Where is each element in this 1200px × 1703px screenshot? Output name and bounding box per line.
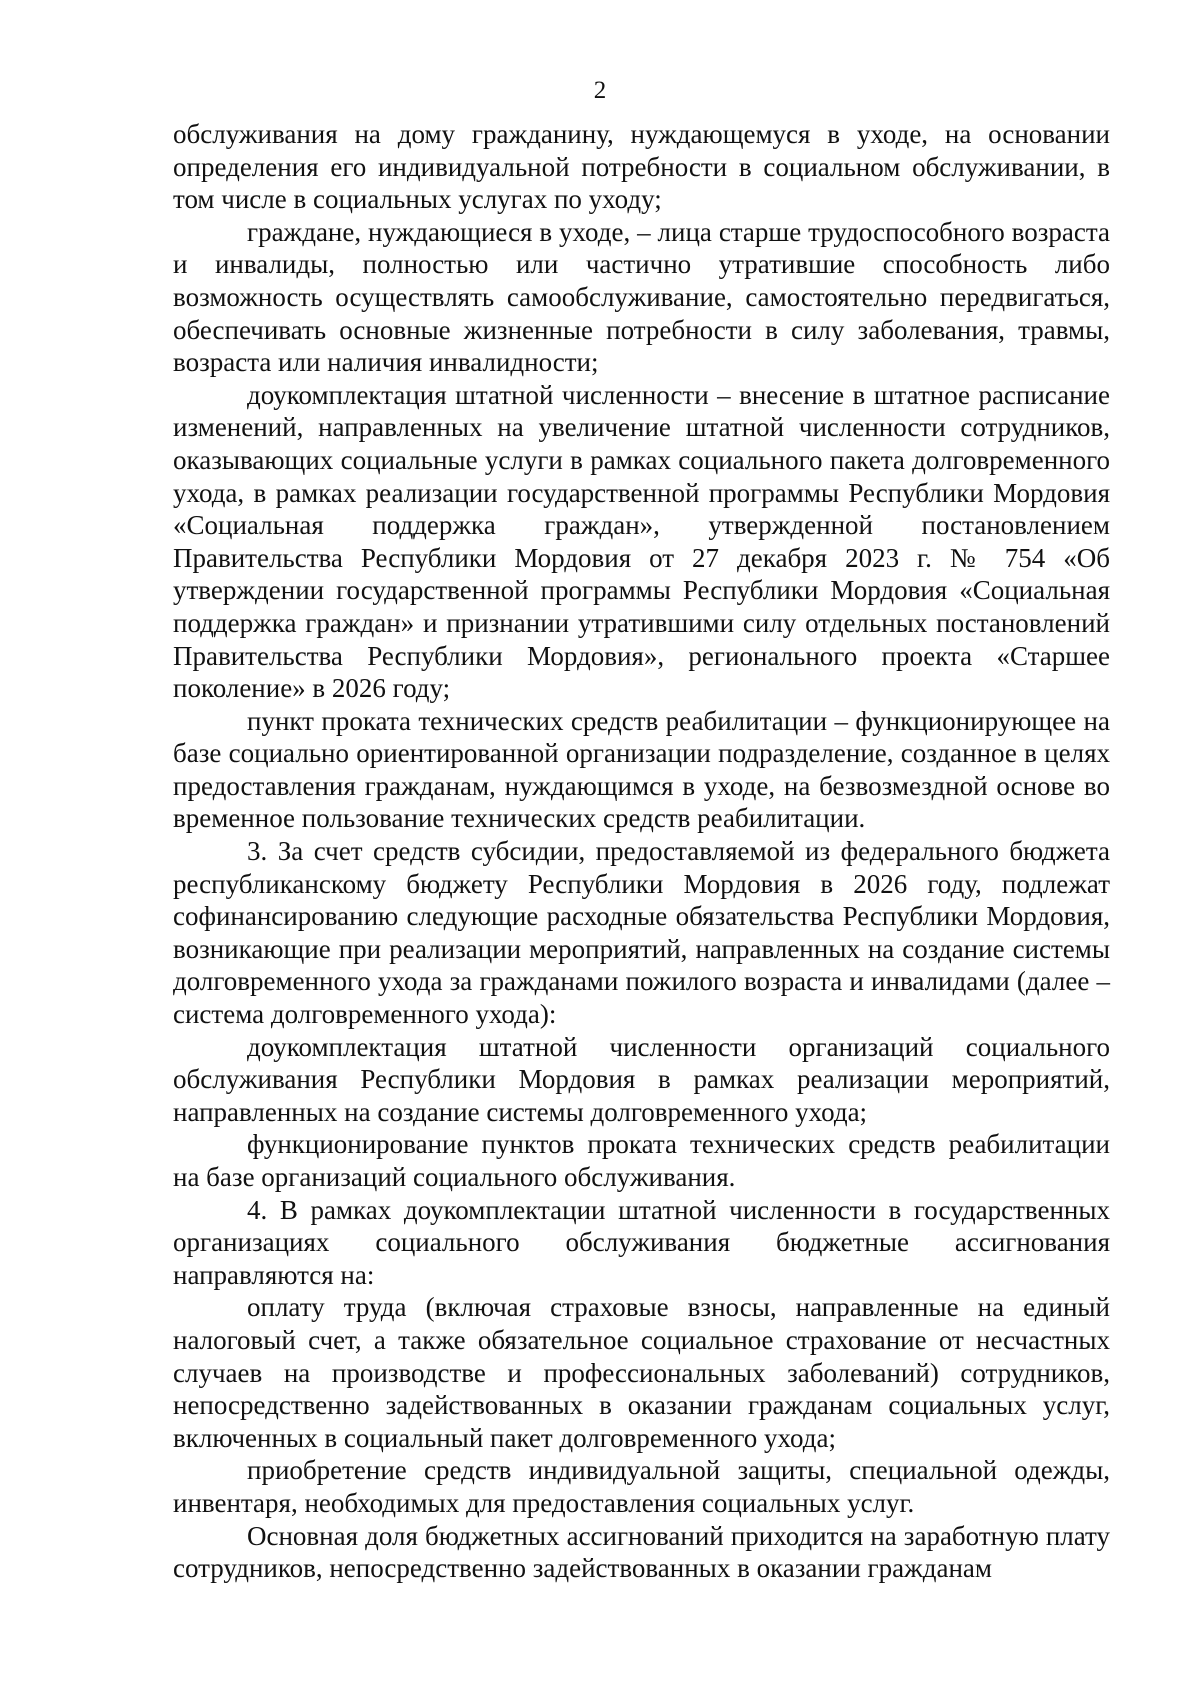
paragraph-budget-share: Основная доля бюджетных ассигнований приходится на заработную плату сотрудников, непосредственно задействованных в оказании гражданам: [173, 1520, 1110, 1584]
paragraph-wages: оплату труда (включая страховые взносы, направленные на единый налоговый счет, а также обязательное социальное страхование от несчастных случаев на производстве и профессиональных заболеваний) сотрудников, непосредственно задействованных в оказании гражданам социальных услуг, включенных в социальный пакет долговременного ухода;: [173, 1292, 1110, 1453]
page-number: 2: [593, 77, 607, 104]
paragraph-protective-equipment: приобретение средств индивидуальной защиты, специальной одежды, инвентаря, необходимых для предоставления социальных услуг.: [173, 1455, 1110, 1518]
paragraph-item-4: 4. В рамках доукомплектации штатной численности в государственных организациях социального обслуживания бюджетные ассигнования направляются на:: [173, 1194, 1110, 1290]
paragraph-rental-obligation: функционирование пунктов проката технических средств реабилитации на базе организаций социального обслуживания.: [173, 1129, 1110, 1192]
paragraph-staffing-definition: доукомплектация штатной численности – внесение в штатное расписание изменений, направленных на увеличение штатной численности сотрудников, оказывающих социальные услуги в рамках социального пакета долговременного ухода, в рамках реализации государственной программы Республики Мордовия «Социальная поддержка граждан», утвержденной постановлением Правительства Республики Мордовия от 27 декабря 2023 г. № 754 «Об утверждении государственной программы Республики Мордовия «Социальная поддержка граждан» и признании утратившими силу отдельных постановлений Правительства Республики Мордовия», регионального проекта «Старшее поколение» в 2026 году;: [173, 379, 1110, 704]
paragraph-item-3: 3. За счет средств субсидии, предоставляемой из федерального бюджета республиканскому бюджету Республики Мордовия в 2026 году, подлежат софинансированию следующие расходные обязательства Республики Мордовия, возникающие при реализации мероприятий, направленных на создание системы долговременного ухода за гражданами пожилого возраста и инвалидами (далее – система долговременного ухода):: [173, 836, 1110, 1030]
paragraph-staffing-obligation: доукомплектация штатной численности организаций социального обслуживания Республики Мордовия в рамках реализации мероприятий, направленных на создание системы долговременного ухода;: [173, 1031, 1110, 1127]
document-body: [173, 118, 1110, 1585]
paragraph-citizens-needing-care: граждане, нуждающиеся в уходе, – лица старше трудоспособного возраста и инвалиды, полностью или частично утратившие способность либо возможность осуществлять самообслуживание, самостоятельно передвигаться, обеспечивать основные жизненные потребности в силу заболевания, травмы, возраста или наличия инвалидности;: [173, 216, 1110, 378]
paragraph-service-definition: обслуживания на дому гражданину, нуждающемуся в уходе, на основании определения его индивидуальной потребности в социальном обслуживании, в том числе в социальных услугах по уходу;: [173, 119, 1110, 215]
paragraph-rental-point-definition: пункт проката технических средств реабилитации – функционирующее на базе социально ориентированной организации подразделение, созданное в целях предоставления гражданам, нуждающимся в уходе, на безвозмездной основе во временное пользование технических средств реабилитации.: [173, 705, 1110, 834]
